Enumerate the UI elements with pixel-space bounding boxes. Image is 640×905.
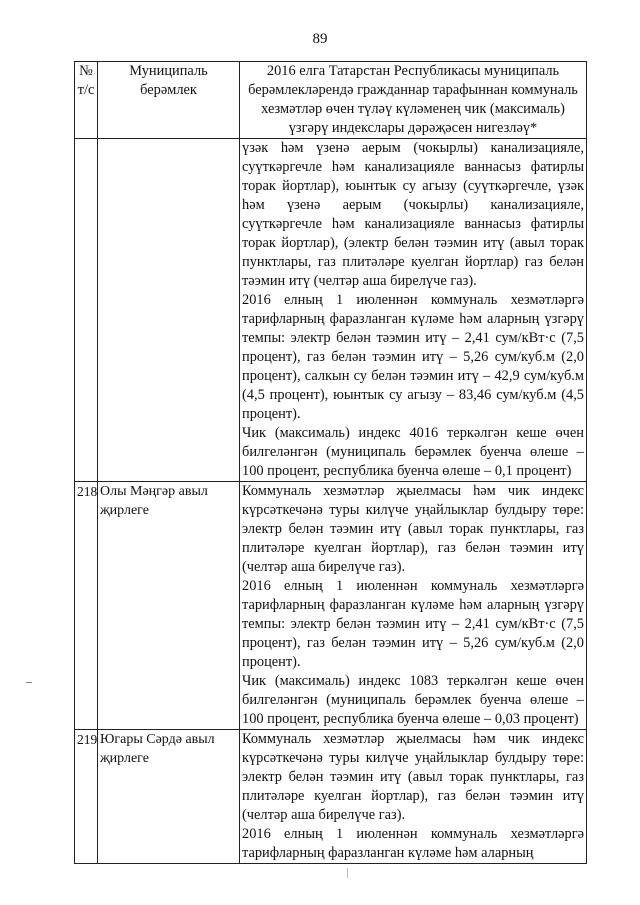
page-number: 89 (312, 31, 328, 47)
row-municipality: Олы Мәңгәр авыл җирлеге (98, 482, 240, 730)
row-paragraph: 2016 елның 1 июленнән коммуналь хезмәтләргә тарифларның фаразланган күләме һәм аларның үзгәрү темпы: электр белән тәэмин итү – 2,41 сум/кВт·с (7,5 процент), газ белән тәэмин итү – 5,26 сум/куб.м (2,0 процент). (242, 578, 584, 670)
row-paragraph: Коммуналь хезмәтләр җыелмасы һәм чик индекс күрсәткечәнә туры килүче уңайлыклар булдыру төре: электр белән тәэмин итү (авыл торак пунктлары, газ плитәләре куелган йортлар), газ белән тәэмин итү (челтәр аша бирелүче газ). (242, 731, 584, 823)
row-description (240, 139, 587, 482)
row-municipality (98, 139, 240, 482)
table-row (75, 730, 587, 864)
header-description: 2016 елга Татарстан Республикасы муниципаль берәмлекләрендә гражданнар тарафыннан коммуналь хезмәтләр өчен түләү күләменең чик (максималь) үзгәрү индекслары дәрәҗәсен нигезләү* (240, 62, 587, 139)
row-paragraph: Чик (максималь) индекс 4016 теркәлгән кеше өчен билгеләнгән (муниципаль берәмлек буенча өлеше – 100 процент, республика буенча өлеше – 0,1 процент) (242, 425, 584, 479)
row-paragraph: 2016 елның 1 июленнән коммуналь хезмәтләргә тарифларның фаразланган күләме һәм аларның (242, 826, 584, 861)
row-paragraph: 2016 елның 1 июленнән коммуналь хезмәтләргә тарифларның фаразланган күләме һәм аларның үзгәрү темпы: электр белән тәэмин итү – 2,41 сум/кВт·с (7,5 процент), газ белән тәэмин итү – 5,26 сум/куб.м (2,0 процент), салкын су белән тәэмин итү – 42,9 сум/куб.м (4,5 процент), юынтык су агызу – 83,46 сум/куб.м (4,5 процент). (242, 292, 584, 422)
table-row (75, 482, 587, 730)
table-header-row (75, 62, 587, 139)
row-number (75, 139, 98, 482)
table-row (75, 139, 587, 482)
scan-artifact (26, 682, 32, 683)
row-description (240, 482, 587, 730)
header-num: № т/с (75, 62, 98, 139)
tariff-table (74, 61, 587, 864)
header-municipality: Муниципаль берәмлек (98, 62, 240, 139)
row-paragraph: Коммуналь хезмәтләр җыелмасы һәм чик индекс күрсәткечәнә туры килүче уңайлыклар булдыру төре: электр белән тәэмин итү (авыл торак пунктлары, газ плитәләре куелган йортлар), газ белән тәэмин итү (челтәр аша бирелүче газ). (242, 483, 584, 575)
row-paragraph: үзәк һәм үзенә аерым (чокырлы) канализацияле, суүткәргечле һәм канализацияле ваннасыз фатирлы торак йортлар), юынтык су агызу (суүткәргечле, үзәк һәм үзенә аерым (чокырлы) канализацияле, суүткәргечле һәм канализацияле ваннасыз фатирлы торак йортлар), (электр белән тәэмин итү (авыл торак пунктлары, газ плитәләре куелган йортлар) газ белән тәэмин итү (челтәр аша бирелүче газ). (242, 140, 584, 289)
row-description (240, 730, 587, 864)
row-number: 218 (75, 482, 98, 730)
row-number: 219 (75, 730, 98, 864)
scan-artifact (347, 868, 348, 878)
row-municipality: Югары Сәрдә авыл җирлеге (98, 730, 240, 864)
row-paragraph: Чик (максималь) индекс 1083 теркәлгән кеше өчен билгеләнгән (муниципаль берәмлек буенча өлеше – 100 процент, республика буенча өлеше – 0,03 процент) (242, 673, 584, 727)
